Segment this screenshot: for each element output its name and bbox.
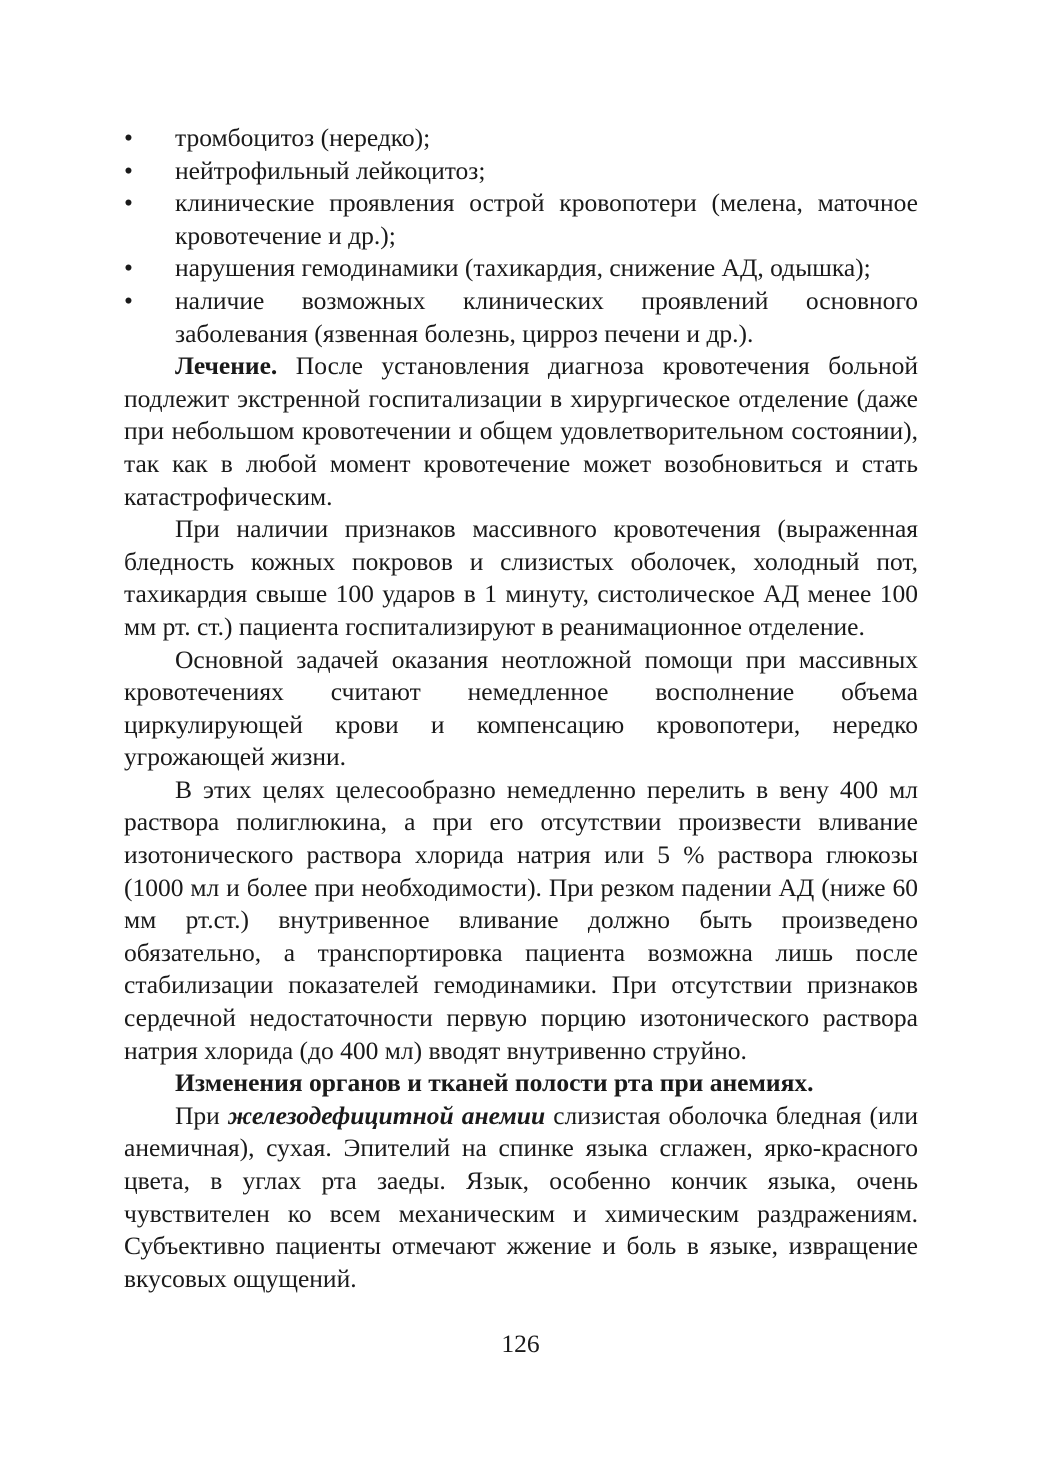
bullet-text: тромбоцитоз (нередко);: [175, 123, 431, 152]
anemia-lead: При: [175, 1100, 228, 1130]
bullet-item: [124, 285, 918, 350]
bullet-item: [124, 155, 918, 188]
treatment-label: Лечение.: [175, 351, 278, 381]
bullet-list: [124, 122, 918, 350]
bullet-text: нарушения гемодинамики (тахикардия, снижение АД, одышка);: [175, 253, 871, 283]
bullet-item: [124, 122, 918, 155]
emergency-aid-paragraph: Основной задачей оказания неотложной помощи при массивных кровотечениях считают немедленное восполнение объема циркулирующей крови и компенсацию кровопотери, нередко угрожающей жизни.: [124, 644, 918, 772]
bullet-item: [124, 252, 918, 285]
section-heading: Изменения органов и тканей полости рта при анемиях.: [175, 1068, 814, 1098]
massive-bleeding-paragraph: При наличии признаков массивного кровотечения (выраженная бледность кожных покровов и слизистых оболочек, холодный пот, тахикардия свыше 100 ударов в 1 минуту, систолическое АД менее 100 мм рт. ст.) пациента госпитализируют в реанимационное отделение.: [124, 514, 918, 641]
bullet-text: наличие возможных клинических проявлений основного заболевания (язвенная болезнь, цирроз печени и др.).: [175, 285, 918, 348]
page-body: [124, 122, 918, 1295]
anemia-term: железодефицитной анемии: [227, 1100, 546, 1130]
anemia-text: слизистая оболочка бледная (или анемичная), сухая. Эпителий на спинке языка сглажен, ярко-красного цвета, в углах рта заеды. Язык, особенно кончик языка, очень чувствителен ко всем механическим и химическим раздражениям. Субъективно пациенты отмечают жжение и боль в языке, извращение вкусовых ощущений.: [124, 1100, 919, 1293]
page-number: 126: [501, 1329, 540, 1358]
bullet-text: клинические проявления острой кровопотери (мелена, маточное кровотечение и др.);: [175, 188, 918, 250]
treatment-paragraph: [124, 350, 918, 513]
treatment-text: После установления диагноза кровотечения больной подлежит экстренной госпитализации в хирургическое отделение (даже при небольшом кровотечении и общем удовлетворительном состоянии), так как в любой момент кровотечение может возобновиться и стать катастрофическим.: [124, 351, 918, 511]
bullet-text: нейтрофильный лейкоцитоз;: [175, 155, 486, 185]
bullet-item: [124, 187, 918, 252]
anemia-paragraph: [124, 1100, 918, 1296]
infusion-paragraph: В этих целях целесообразно немедленно перелить в вену 400 мл раствора полиглюкина, а при его отсутствии произвести вливание изотонического раствора хлорида натрия или 5 % раствора глюкозы (1000 мл и более при необходимости). При резком падении АД (ниже 60 мм рт.ст.) внутривенное вливание должно быть произведено обязательно, а транспортировка пациента возможна лишь после стабилизации показателей гемодинамики. При отсутствии признаков сердечной недостаточности первую порцию изотонического раствора натрия хлорида (до 400 мл) вводят внутривенно струйно.: [124, 774, 918, 1065]
